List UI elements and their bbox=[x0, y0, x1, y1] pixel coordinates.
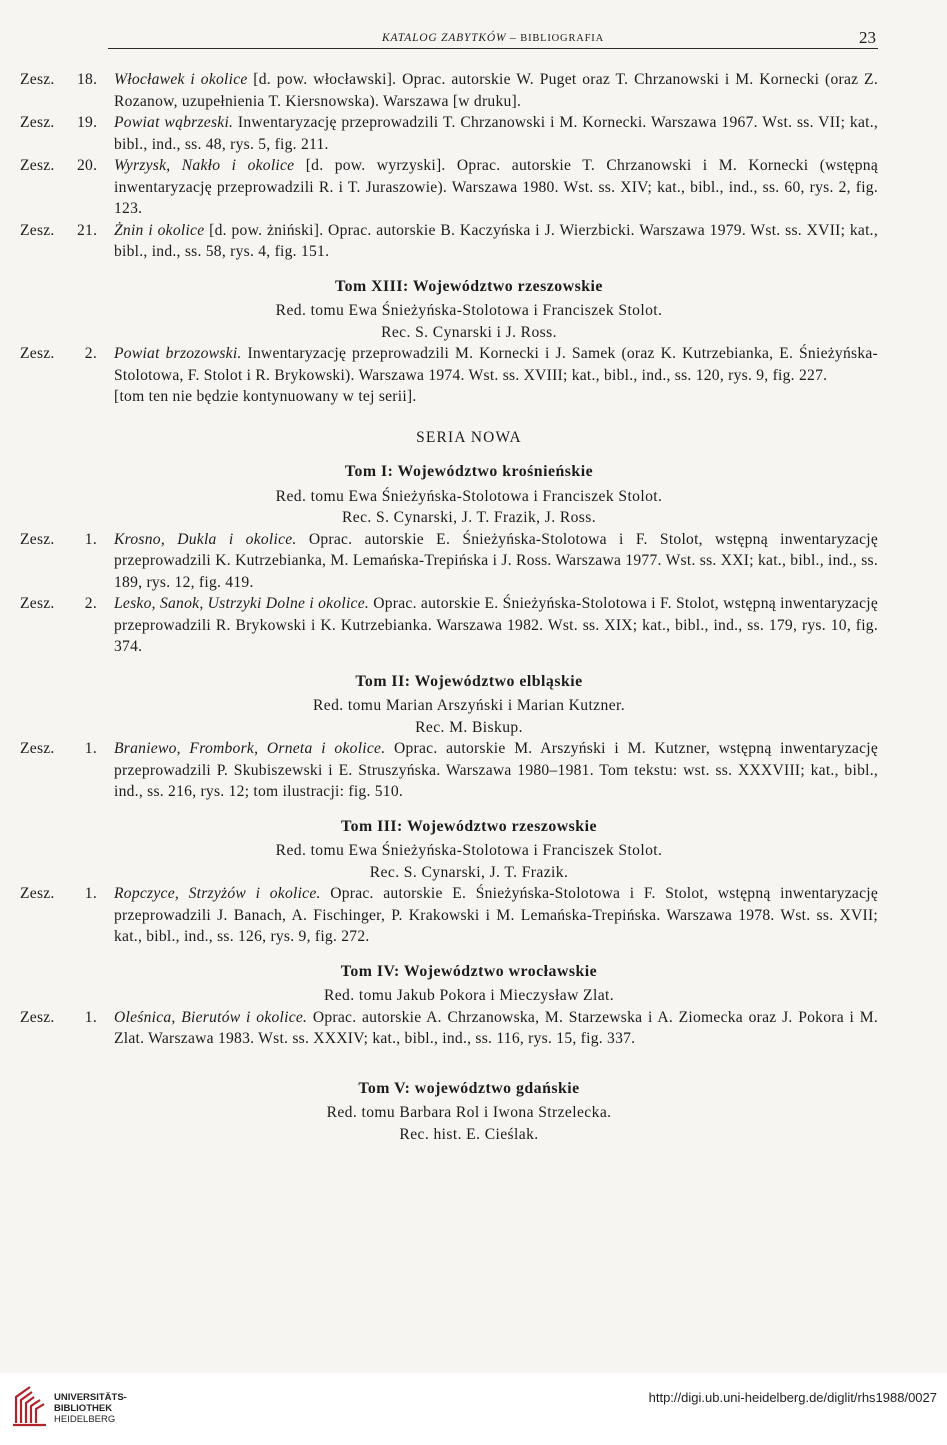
volume-heading-tom-i: Tom I: Województwo krośnieńskie bbox=[344, 463, 594, 480]
running-header bbox=[108, 22, 878, 49]
note-text: [tom ten nie będzie kontynuowany w tej serii]. bbox=[114, 388, 417, 405]
entry-text: [d. pow. włocławski]. Oprac. autorskie W. Puget oraz T. Chrzanowski i M. Kornecki (oraz Z. Rozanow, uzupełnienia T. Kiersnowska). Warszawa [w druku]. bbox=[114, 71, 878, 110]
entry-number: 21. bbox=[77, 221, 98, 239]
entry-label: Zesz. bbox=[20, 885, 55, 902]
running-title-main: KATALOG ZABYTKÓW bbox=[382, 32, 507, 44]
volume-heading-tom-iv: Tom IV: Województwo wrocławskie bbox=[340, 962, 598, 980]
volume-editors: Red. tomu Marian Arszyński i Marian Kutzner. bbox=[312, 697, 626, 714]
running-title-sub: BIBLIOGRAFIA bbox=[520, 33, 604, 44]
entry-title: Powiat brzozowski. bbox=[114, 345, 242, 362]
entry-title: Oleśnica, Bierutów i okolice. bbox=[114, 1008, 308, 1026]
entry-number: 1. bbox=[84, 1008, 97, 1026]
page-number: 23 bbox=[859, 28, 876, 47]
entry-label: Zesz. bbox=[20, 530, 55, 548]
document-url-link[interactable]: http://digi.ub.uni-heidelberg.de/diglit/rhs1988/0027 bbox=[648, 1390, 937, 1405]
entry-label: Zesz. bbox=[20, 221, 55, 239]
entry-label: Zesz. bbox=[20, 345, 55, 362]
entry-text: Oprac. autorskie E. Śnieżyńska-Stolotowa i F. Stolot, wstępną inwentaryzację przeprowadzili K. Kutrzebianka, M. Lemańska-Trepińska i J. Ross. Warszawa 1977. Wst. ss. XXI; kat., bibl., ind., ss. 189, rys. 12, fig. 419. bbox=[114, 530, 879, 591]
volume-heading-tom-iii: Tom III: Województwo rzeszowskie bbox=[340, 817, 597, 835]
viewer-footer bbox=[0, 1373, 947, 1445]
volume-reviewers: Rec. S. Cynarski, J. T. Frazik. bbox=[369, 863, 569, 881]
entry-number: 1. bbox=[84, 740, 97, 757]
volume-editors: Red. tomu Jakub Pokora i Mieczysław Zlat. bbox=[323, 987, 615, 1004]
library-name-line3: HEIDELBERG bbox=[54, 1414, 116, 1425]
entry-number: 1. bbox=[84, 885, 97, 902]
running-title-separator: – bbox=[506, 32, 521, 44]
entry-tom-i-2 bbox=[20, 593, 878, 658]
entry-tom-i-1 bbox=[20, 529, 878, 594]
university-library-logo[interactable] bbox=[10, 1383, 50, 1434]
volume-editors: Red. tomu Barbara Rol i Iwona Strzelecka. bbox=[326, 1104, 612, 1121]
entry-text: Oprac. autorskie E. Śnieżyńska-Stolotowa i F. Stolot, wstępną inwentaryzację przeprowadzili J. Banach, A. Fischinger, P. Krakowski i M. Lemańska-Trepińska. Warszawa 1978. Wst. ss. XVII; kat., bibl., ind., ss. 126, rys. 9, fig. 272. bbox=[114, 885, 878, 945]
entry-zesz-18 bbox=[20, 69, 878, 112]
entry-zesz-19 bbox=[20, 112, 878, 155]
volume-reviewers: Rec. M. Biskup. bbox=[415, 718, 523, 736]
entry-number: 18. bbox=[77, 71, 98, 88]
entry-label: Zesz. bbox=[20, 740, 55, 757]
entry-number: 1. bbox=[84, 530, 97, 548]
entry-number: 2. bbox=[84, 595, 97, 612]
entry-title: Braniewo, Frombork, Orneta i okolice. bbox=[114, 740, 386, 757]
volume-heading-tom-xiii: Tom XIII: Województwo rzeszowskie bbox=[335, 277, 603, 295]
entry-number: 2. bbox=[84, 345, 97, 362]
entry-title: Żnin i okolice bbox=[114, 221, 205, 239]
library-name bbox=[54, 1392, 127, 1425]
entry-title: Wyrzysk, Nakło i okolice bbox=[114, 157, 295, 174]
volume-editors: Red. tomu Ewa Śnieżyńska-Stolotowa i Franciszek Stolot. bbox=[275, 842, 663, 859]
entry-text: [d. pow. żniński]. Oprac. autorskie B. Kaczyńska i J. Wierzbicki. Warszawa 1979. Wst. ss. XVII; kat., bibl., ind., ss. 58, rys. 4, fig. 151. bbox=[114, 221, 878, 260]
entry-tom-xiii-2 bbox=[20, 343, 878, 386]
volume-reviewers: Rec. S. Cynarski, J. T. Frazik, J. Ross. bbox=[341, 509, 597, 526]
volume-editors: Red. tomu Ewa Śnieżyńska-Stolotowa i Franciszek Stolot. bbox=[275, 487, 663, 505]
volume-heading-tom-ii: Tom II: Województwo elbląskie bbox=[355, 672, 583, 690]
entry-number: 20. bbox=[77, 157, 98, 174]
entry-label: Zesz. bbox=[20, 595, 55, 612]
entry-label: Zesz. bbox=[20, 114, 55, 131]
running-title bbox=[108, 32, 878, 44]
entry-title: Ropczyce, Strzyżów i okolice. bbox=[114, 885, 321, 902]
entry-text: Oprac. autorskie A. Chrzanowska, M. Starzewska i A. Ziomecka oraz J. Pokora i M. Zlat. Warszawa 1983. Wst. ss. XXXIV; kat., bibl., ind., ss. 116, rys. 15, fig. 337. bbox=[114, 1008, 879, 1047]
entry-label: Zesz. bbox=[20, 1008, 55, 1026]
entry-tom-iv-1 bbox=[20, 1007, 878, 1050]
entry-text: Inwentaryzację przeprowadzili T. Chrzanowski i M. Kornecki. Warszawa 1967. Wst. ss. VII; kat., bibl., ind., ss. 48, rys. 5, fig. 211. bbox=[114, 114, 878, 153]
volume-reviewers: Rec. hist. E. Cieślak. bbox=[399, 1125, 539, 1143]
entry-title: Krosno, Dukla i okolice. bbox=[114, 530, 297, 548]
entry-zesz-20 bbox=[20, 155, 878, 220]
entry-title: Włocławek i okolice bbox=[114, 71, 248, 88]
entry-text: Oprac. autorskie M. Arszyński i M. Kutzner, wstępną inwentaryzację przeprowadzili P. Skubiszewski i E. Struszyńska. Warszawa 1980–1981. Tom tekstu: wst. ss. XXXVIII; kat., bibl., ind., ss. 216, rys. 12; tom ilustracji: fig. 510. bbox=[114, 740, 879, 800]
volume-reviewers: Rec. S. Cynarski i J. Ross. bbox=[381, 323, 557, 341]
entry-title: Lesko, Sanok, Ustrzyki Dolne i okolice. bbox=[114, 595, 370, 612]
entry-text: Inwentaryzację przeprowadzili M. Kornecki i J. Samek (oraz K. Kutrzebianka, E. Śnieżyńska-Stolotowa, F. Stolot i R. Brykowski). Warszawa 1974. Wst. ss. XVIII; kat., bibl., ind., ss. 120, rys. 9, fig. 227. bbox=[114, 345, 878, 384]
entry-zesz-21 bbox=[20, 220, 878, 263]
page-body bbox=[20, 69, 878, 1145]
library-logo-icon bbox=[10, 1383, 50, 1429]
entry-label: Zesz. bbox=[20, 71, 55, 88]
entry-note bbox=[20, 386, 878, 408]
entry-title: Powiat wąbrzeski. bbox=[114, 114, 234, 131]
volume-editors: Red. tomu Ewa Śnieżyńska-Stolotowa i Franciszek Stolot. bbox=[275, 302, 663, 319]
library-name-line1: UNIVERSITÄTS- bbox=[54, 1392, 127, 1403]
entry-text: [d. pow. wyrzyski]. Oprac. autorskie T. Chrzanowski i M. Kornecki (wstępną inwentaryzację przeprowadzili R. i T. Juraszowie). Warszawa 1980. Wst. ss. XIV; kat., bibl., ind., ss. 60, rys. 2, fig. 123. bbox=[114, 157, 878, 217]
series-heading: SERIA NOWA bbox=[416, 428, 522, 446]
volume-heading-tom-v: Tom V: województwo gdańskie bbox=[358, 1079, 580, 1097]
entry-tom-iii-1 bbox=[20, 883, 878, 948]
entry-text: Oprac. autorskie E. Śnieżyńska-Stolotowa i F. Stolot, wstępną inwentaryzację przeprowadzili R. Brykowski i K. Kutrzebianka. Warszawa 1982. Wst. ss. XIX; kat., bibl., ind., ss. 179, rys. 10, fig. 374. bbox=[114, 595, 879, 655]
library-name-line2: BIBLIOTHEK bbox=[54, 1403, 113, 1414]
entry-tom-ii-1 bbox=[20, 738, 878, 803]
entry-label: Zesz. bbox=[20, 157, 55, 174]
entry-number: 19. bbox=[77, 114, 98, 131]
